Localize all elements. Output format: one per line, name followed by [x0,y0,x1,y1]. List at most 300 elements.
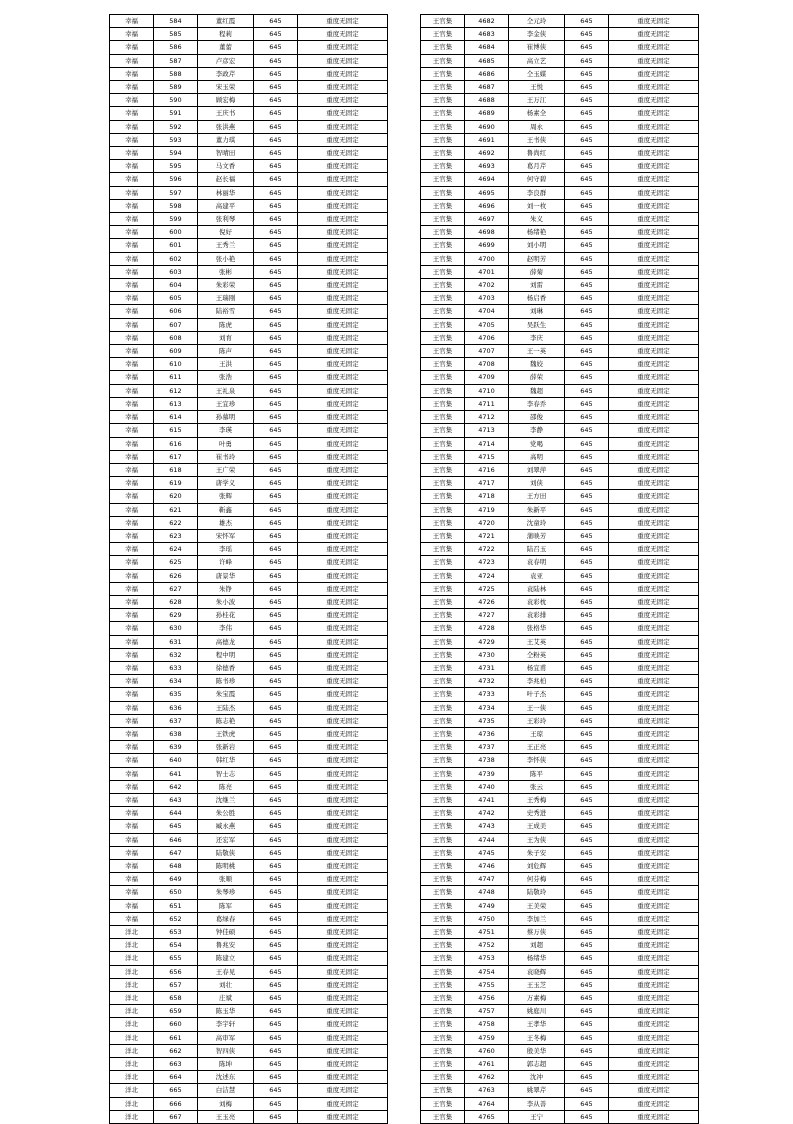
cell-amount: 645 [254,147,298,160]
cell-number: 617 [154,450,198,463]
cell-village: 王官集 [421,503,465,516]
cell-category: 重度无固定 [609,252,699,265]
cell-number: 661 [154,1031,198,1044]
cell-amount: 645 [254,1018,298,1031]
cell-name: 马文香 [198,160,254,173]
cell-number: 646 [154,833,198,846]
cell-number: 634 [154,675,198,688]
cell-category: 重度无固定 [298,860,388,873]
table-row [110,503,388,516]
cell-category: 重度无固定 [298,199,388,212]
table-row [421,1044,699,1057]
cell-name: 张格华 [509,622,565,635]
cell-amount: 645 [565,81,609,94]
table-row [110,860,388,873]
cell-name: 陈玉华 [198,1005,254,1018]
cell-category: 重度无固定 [609,992,699,1005]
table-row [421,556,699,569]
cell-number: 610 [154,358,198,371]
cell-category: 重度无固定 [609,292,699,305]
cell-number: 637 [154,714,198,727]
cell-amount: 645 [565,1005,609,1018]
table-row [110,239,388,252]
table-row [421,846,699,859]
cell-name: 叶勇 [198,437,254,450]
table-row [421,741,699,754]
cell-amount: 645 [254,28,298,41]
cell-name: 陆裕雪 [198,305,254,318]
cell-name: 李兆柏 [509,675,565,688]
cell-amount: 645 [254,952,298,965]
cell-village: 王官集 [421,569,465,582]
cell-amount: 645 [565,582,609,595]
table-row [421,54,699,67]
cell-category: 重度无固定 [609,305,699,318]
cell-village: 幸福 [110,15,154,28]
cell-number: 630 [154,622,198,635]
cell-number: 4708 [465,358,509,371]
cell-name: 白洁慧 [198,1084,254,1097]
cell-village: 幸福 [110,807,154,820]
cell-number: 4715 [465,450,509,463]
cell-number: 4728 [465,622,509,635]
cell-name: 陈坤 [198,1058,254,1071]
cell-name: 张浩 [198,371,254,384]
cell-village: 王官集 [421,793,465,806]
table-row [110,529,388,542]
cell-amount: 645 [254,860,298,873]
cell-amount: 645 [254,1110,298,1123]
cell-amount: 645 [254,15,298,28]
cell-category: 重度无固定 [298,635,388,648]
cell-number: 605 [154,292,198,305]
cell-name: 葛绿春 [198,912,254,925]
cell-village: 幸福 [110,780,154,793]
cell-category: 重度无固定 [609,873,699,886]
cell-number: 4697 [465,213,509,226]
cell-category: 重度无固定 [609,899,699,912]
cell-number: 586 [154,41,198,54]
table-row [421,661,699,674]
cell-number: 664 [154,1071,198,1084]
cell-number: 4725 [465,582,509,595]
cell-number: 4700 [465,252,509,265]
cell-village: 幸福 [110,661,154,674]
cell-village: 洋北 [110,952,154,965]
cell-name: 朱宝霞 [198,688,254,701]
cell-number: 4682 [465,15,509,28]
cell-name: 张顺 [198,873,254,886]
cell-category: 重度无固定 [298,397,388,410]
cell-amount: 645 [254,292,298,305]
table-row [421,252,699,265]
cell-number: 4687 [465,81,509,94]
cell-number: 587 [154,54,198,67]
cell-number: 4736 [465,727,509,740]
cell-number: 625 [154,556,198,569]
cell-category: 重度无固定 [609,741,699,754]
cell-name: 崔书玲 [198,450,254,463]
cell-category: 重度无固定 [609,437,699,450]
table-row [421,160,699,173]
table-row [110,292,388,305]
cell-category: 重度无固定 [609,556,699,569]
cell-number: 4758 [465,1018,509,1031]
table-row [421,939,699,952]
cell-amount: 645 [254,820,298,833]
cell-amount: 645 [254,648,298,661]
cell-category: 重度无固定 [609,609,699,622]
cell-category: 重度无固定 [609,213,699,226]
cell-category: 重度无固定 [298,28,388,41]
table-row [110,622,388,635]
cell-number: 639 [154,741,198,754]
cell-amount: 645 [565,358,609,371]
cell-amount: 645 [254,252,298,265]
table-row [421,926,699,939]
cell-number: 648 [154,860,198,873]
cell-number: 638 [154,727,198,740]
cell-amount: 645 [254,912,298,925]
table-row [421,965,699,978]
cell-name: 智士志 [198,767,254,780]
cell-category: 重度无固定 [298,358,388,371]
cell-number: 614 [154,411,198,424]
cell-number: 633 [154,661,198,674]
cell-number: 584 [154,15,198,28]
table-row [110,926,388,939]
cell-category: 重度无固定 [298,846,388,859]
cell-amount: 645 [565,305,609,318]
cell-category: 重度无固定 [609,648,699,661]
cell-village: 王官集 [421,886,465,899]
cell-amount: 645 [565,675,609,688]
table-row [421,807,699,820]
cell-village: 王官集 [421,371,465,384]
cell-name: 臧永燕 [198,820,254,833]
cell-name: 程中明 [198,648,254,661]
cell-village: 王官集 [421,1005,465,1018]
table-row [421,675,699,688]
cell-name: 李春乔 [509,397,565,410]
cell-amount: 645 [254,81,298,94]
cell-category: 重度无固定 [298,15,388,28]
table-row [110,252,388,265]
cell-number: 4701 [465,265,509,278]
cell-name: 王琼 [509,727,565,740]
cell-amount: 645 [565,147,609,160]
table-row [421,886,699,899]
cell-village: 王官集 [421,226,465,239]
cell-number: 601 [154,239,198,252]
cell-amount: 645 [565,1018,609,1031]
cell-village: 王官集 [421,67,465,80]
table-row [421,318,699,331]
cell-number: 4699 [465,239,509,252]
cell-category: 重度无固定 [609,569,699,582]
cell-number: 649 [154,873,198,886]
cell-amount: 645 [254,41,298,54]
cell-name: 杨宜甫 [509,661,565,674]
cell-village: 王官集 [421,424,465,437]
table-row [421,490,699,503]
cell-category: 重度无固定 [609,199,699,212]
table-row [421,450,699,463]
table-row [110,67,388,80]
cell-amount: 645 [565,860,609,873]
cell-amount: 645 [254,741,298,754]
cell-number: 4704 [465,305,509,318]
table-row [421,1084,699,1097]
cell-amount: 645 [565,886,609,899]
cell-amount: 645 [254,345,298,358]
table-row [110,807,388,820]
cell-name: 董蕾 [198,41,254,54]
cell-name: 魏超 [509,384,565,397]
cell-name: 陈平 [509,767,565,780]
cell-category: 重度无固定 [609,279,699,292]
cell-category: 重度无固定 [609,173,699,186]
cell-category: 重度无固定 [298,926,388,939]
cell-category: 重度无固定 [298,1044,388,1057]
cell-name: 朱琴珍 [198,886,254,899]
cell-number: 653 [154,926,198,939]
cell-name: 袁春明 [509,556,565,569]
cell-category: 重度无固定 [609,490,699,503]
cell-category: 重度无固定 [298,543,388,556]
table-row [110,516,388,529]
table-row [421,239,699,252]
cell-name: 王庆书 [198,107,254,120]
cell-village: 王官集 [421,133,465,146]
cell-number: 4761 [465,1058,509,1071]
cell-village: 幸福 [110,239,154,252]
cell-amount: 645 [565,926,609,939]
cell-village: 王官集 [421,1031,465,1044]
table-row [110,133,388,146]
cell-number: 657 [154,978,198,991]
cell-number: 4760 [465,1044,509,1057]
cell-name: 蒲映芳 [509,529,565,542]
cell-village: 幸福 [110,873,154,886]
cell-category: 重度无固定 [609,543,699,556]
cell-number: 4742 [465,807,509,820]
cell-amount: 645 [565,807,609,820]
cell-village: 王官集 [421,1071,465,1084]
cell-number: 636 [154,701,198,714]
table-row [110,397,388,410]
cell-amount: 645 [565,213,609,226]
cell-village: 王官集 [421,582,465,595]
cell-village: 王官集 [421,609,465,622]
table-row [110,1097,388,1110]
cell-amount: 645 [565,28,609,41]
cell-village: 王官集 [421,318,465,331]
cell-category: 重度无固定 [298,226,388,239]
cell-amount: 645 [254,331,298,344]
cell-amount: 645 [565,595,609,608]
table-row [421,635,699,648]
cell-number: 627 [154,582,198,595]
table-row [110,1031,388,1044]
cell-category: 重度无固定 [298,886,388,899]
table-row [421,873,699,886]
cell-amount: 645 [565,714,609,727]
table-row [110,1005,388,1018]
cell-amount: 645 [565,345,609,358]
cell-number: 4711 [465,397,509,410]
left-table-body [110,15,388,1124]
cell-amount: 645 [565,1031,609,1044]
cell-amount: 645 [565,133,609,146]
cell-category: 重度无固定 [609,239,699,252]
cell-village: 幸福 [110,635,154,648]
cell-category: 重度无固定 [609,477,699,490]
table-row [110,41,388,54]
cell-number: 585 [154,28,198,41]
cell-amount: 645 [565,965,609,978]
cell-name: 朱小波 [198,595,254,608]
table-row [421,860,699,873]
cell-category: 重度无固定 [298,978,388,991]
cell-village: 王官集 [421,463,465,476]
cell-name: 刘超 [509,939,565,952]
cell-amount: 645 [565,978,609,991]
cell-village: 幸福 [110,529,154,542]
cell-name: 刘育 [198,331,254,344]
table-row [110,477,388,490]
table-row [421,463,699,476]
cell-name: 张云 [509,780,565,793]
cell-name: 顾宏梅 [198,94,254,107]
cell-number: 599 [154,213,198,226]
cell-village: 幸福 [110,186,154,199]
cell-number: 4763 [465,1084,509,1097]
cell-number: 4690 [465,120,509,133]
cell-village: 王官集 [421,41,465,54]
cell-category: 重度无固定 [298,807,388,820]
cell-name: 王铁虎 [198,727,254,740]
cell-amount: 645 [254,305,298,318]
cell-amount: 645 [565,67,609,80]
table-row [421,1071,699,1084]
cell-village: 王官集 [421,107,465,120]
table-row [421,529,699,542]
cell-name: 陈志艳 [198,714,254,727]
cell-number: 4723 [465,556,509,569]
cell-number: 593 [154,133,198,146]
cell-village: 王官集 [421,860,465,873]
cell-amount: 645 [254,767,298,780]
table-row [421,648,699,661]
table-row [421,94,699,107]
cell-village: 王官集 [421,833,465,846]
cell-category: 重度无固定 [298,741,388,754]
cell-amount: 645 [254,886,298,899]
cell-village: 幸福 [110,54,154,67]
cell-category: 重度无固定 [609,952,699,965]
table-row [110,635,388,648]
cell-village: 幸福 [110,41,154,54]
cell-name: 陈明桃 [198,860,254,873]
cell-village: 王官集 [421,807,465,820]
cell-village: 幸福 [110,556,154,569]
table-row [421,714,699,727]
cell-village: 王官集 [421,912,465,925]
cell-name: 邵俊 [509,411,565,424]
cell-category: 重度无固定 [609,54,699,67]
cell-name: 党喝 [509,437,565,450]
cell-name: 唐景华 [198,569,254,582]
cell-village: 幸福 [110,820,154,833]
cell-number: 4765 [465,1110,509,1123]
cell-name: 刘小明 [509,239,565,252]
table-row [110,793,388,806]
cell-village: 幸福 [110,67,154,80]
cell-name: 孙慕明 [198,411,254,424]
cell-number: 4754 [465,965,509,978]
cell-number: 4731 [465,661,509,674]
table-row [110,107,388,120]
cell-village: 幸福 [110,767,154,780]
table-row [421,780,699,793]
cell-village: 幸福 [110,860,154,873]
cell-amount: 645 [254,503,298,516]
cell-village: 王官集 [421,252,465,265]
cell-name: 杨启香 [509,292,565,305]
cell-name: 陈声 [198,345,254,358]
cell-village: 王官集 [421,477,465,490]
cell-village: 王官集 [421,675,465,688]
cell-village: 王官集 [421,186,465,199]
cell-village: 王官集 [421,358,465,371]
cell-name: 鲁尚红 [509,147,565,160]
cell-category: 重度无固定 [609,661,699,674]
cell-amount: 645 [254,807,298,820]
cell-village: 幸福 [110,886,154,899]
cell-village: 幸福 [110,213,154,226]
cell-number: 4751 [465,926,509,939]
cell-village: 幸福 [110,160,154,173]
cell-amount: 645 [565,1071,609,1084]
cell-village: 王官集 [421,648,465,661]
cell-name: 沈继兰 [198,793,254,806]
cell-village: 幸福 [110,252,154,265]
cell-number: 635 [154,688,198,701]
cell-name: 陆敬侠 [198,846,254,859]
cell-village: 幸福 [110,94,154,107]
cell-number: 4746 [465,860,509,873]
cell-amount: 645 [565,173,609,186]
cell-village: 洋北 [110,1005,154,1018]
cell-category: 重度无固定 [298,160,388,173]
cell-village: 幸福 [110,503,154,516]
table-row [110,714,388,727]
cell-category: 重度无固定 [609,41,699,54]
cell-amount: 645 [254,873,298,886]
cell-village: 洋北 [110,1018,154,1031]
cell-amount: 645 [565,529,609,542]
cell-category: 重度无固定 [609,107,699,120]
cell-number: 4737 [465,741,509,754]
table-row [110,820,388,833]
table-row [421,992,699,1005]
table-row [110,371,388,384]
cell-number: 602 [154,252,198,265]
table-row [421,358,699,371]
cell-name: 袁陆林 [509,582,565,595]
cell-category: 重度无固定 [609,1044,699,1057]
